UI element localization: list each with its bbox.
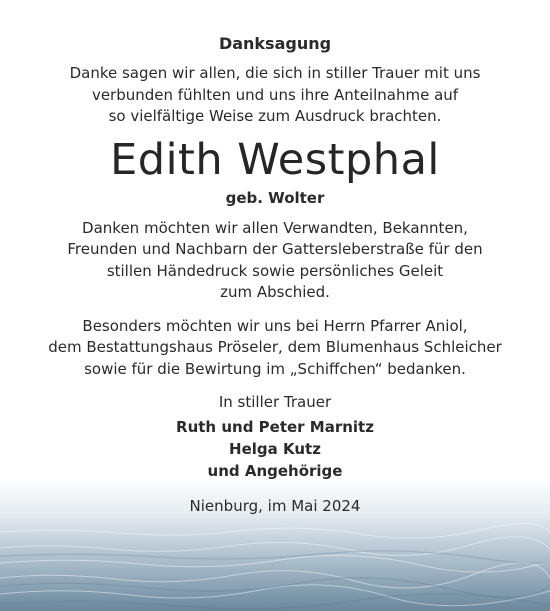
maiden-name: geb. Wolter: [225, 188, 325, 207]
thanks-paragraph: [0, 218, 550, 304]
mourner-name: Helga Kutz: [229, 439, 321, 458]
thanks-line: zum Abschied.: [220, 283, 330, 301]
thanks-line: stillen Händedruck sowie persönliches Geleit: [106, 261, 444, 280]
special-line: sowie für die Bewirtung im „Schiffchen“ bedanken.: [84, 359, 466, 378]
intro-line: so vielfältige Weise zum Ausdruck brachten.: [108, 107, 442, 125]
place-date: Nienburg, im Mai 2024: [189, 496, 361, 515]
intro-paragraph: [0, 63, 550, 128]
special-line: Besonders möchten wir uns bei Herrn Pfarrer Aniol,: [82, 316, 468, 335]
intro-line: Danke sagen wir allen, die sich in stiller Trauer mit uns: [69, 64, 481, 82]
mourner-name: und Angehörige: [207, 461, 343, 480]
intro-line: verbunden fühlten und uns ihre Anteilnahme auf: [91, 85, 459, 104]
deceased-name: Edith Westphal: [110, 134, 440, 185]
mourners-intro: In stiller Trauer: [218, 393, 332, 411]
mourner-name: Ruth und Peter Marnitz: [176, 417, 374, 436]
thanks-line: Freunden und Nachbarn der Gattersleberstraße für den: [67, 240, 483, 258]
special-thanks-paragraph: [0, 316, 550, 381]
thanks-line: Danken möchten wir allen Verwandten, Bekannten,: [82, 218, 468, 237]
heading: Danksagung: [218, 34, 332, 53]
special-line: dem Bestattungshaus Pröseler, dem Blumenhaus Schleicher: [48, 338, 502, 356]
